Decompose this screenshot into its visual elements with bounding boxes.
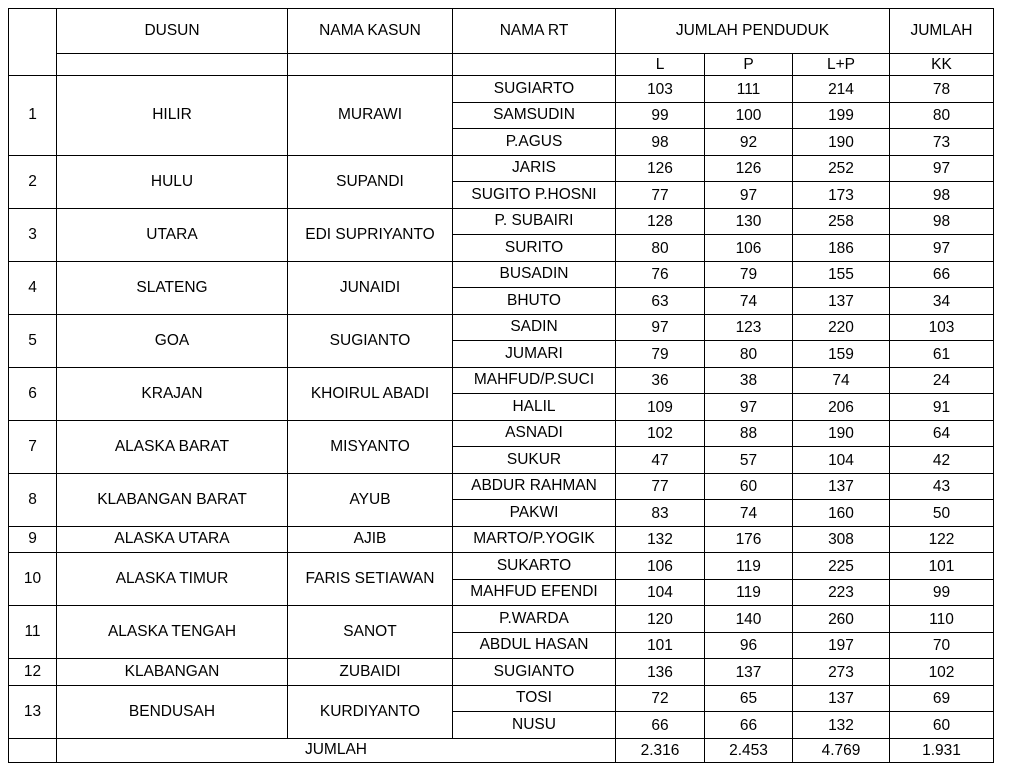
count-lp: 173 bbox=[793, 182, 890, 209]
count-lp: 137 bbox=[793, 288, 890, 315]
count-l: 47 bbox=[616, 447, 705, 474]
rt-name: SUKARTO bbox=[453, 553, 616, 580]
count-kk: 102 bbox=[890, 659, 994, 686]
row-number: 13 bbox=[9, 685, 57, 738]
rt-name: MAHFUD EFENDI bbox=[453, 579, 616, 606]
count-l: 136 bbox=[616, 659, 705, 686]
dusun-name: KLABANGAN BARAT bbox=[57, 473, 288, 526]
row-number: 1 bbox=[9, 76, 57, 156]
count-lp: 223 bbox=[793, 579, 890, 606]
rt-name: P.WARDA bbox=[453, 606, 616, 633]
count-l: 79 bbox=[616, 341, 705, 368]
row-number: 8 bbox=[9, 473, 57, 526]
header-jumlah: JUMLAH bbox=[890, 9, 994, 54]
count-kk: 122 bbox=[890, 526, 994, 553]
count-p: 66 bbox=[705, 712, 793, 739]
dusun-name: BENDUSAH bbox=[57, 685, 288, 738]
count-lp: 186 bbox=[793, 235, 890, 262]
kasun-name: AJIB bbox=[288, 526, 453, 553]
count-lp: 225 bbox=[793, 553, 890, 580]
table-row bbox=[9, 685, 994, 712]
count-p: 130 bbox=[705, 208, 793, 235]
row-number: 3 bbox=[9, 208, 57, 261]
kasun-name: EDI SUPRIYANTO bbox=[288, 208, 453, 261]
count-l: 66 bbox=[616, 712, 705, 739]
count-l: 36 bbox=[616, 367, 705, 394]
footer-blank bbox=[9, 738, 57, 762]
rt-name: NUSU bbox=[453, 712, 616, 739]
rt-name: SUKUR bbox=[453, 447, 616, 474]
rt-name: MAHFUD/P.SUCI bbox=[453, 367, 616, 394]
row-number: 10 bbox=[9, 553, 57, 606]
count-kk: 64 bbox=[890, 420, 994, 447]
table-row bbox=[9, 314, 994, 341]
count-l: 120 bbox=[616, 606, 705, 633]
count-p: 176 bbox=[705, 526, 793, 553]
count-l: 98 bbox=[616, 129, 705, 156]
count-kk: 110 bbox=[890, 606, 994, 633]
row-number: 6 bbox=[9, 367, 57, 420]
row-number: 7 bbox=[9, 420, 57, 473]
count-p: 96 bbox=[705, 632, 793, 659]
count-kk: 69 bbox=[890, 685, 994, 712]
count-kk: 24 bbox=[890, 367, 994, 394]
count-p: 79 bbox=[705, 261, 793, 288]
count-p: 74 bbox=[705, 500, 793, 527]
count-kk: 78 bbox=[890, 76, 994, 103]
rt-name: BUSADIN bbox=[453, 261, 616, 288]
count-p: 57 bbox=[705, 447, 793, 474]
count-kk: 98 bbox=[890, 208, 994, 235]
count-kk: 97 bbox=[890, 155, 994, 182]
header-p: P bbox=[705, 54, 793, 76]
header-rt: NAMA RT bbox=[453, 9, 616, 54]
count-lp: 74 bbox=[793, 367, 890, 394]
count-lp: 137 bbox=[793, 473, 890, 500]
header-rt-blank bbox=[453, 54, 616, 76]
count-p: 137 bbox=[705, 659, 793, 686]
total-lp: 4.769 bbox=[793, 738, 890, 762]
count-kk: 34 bbox=[890, 288, 994, 315]
count-kk: 101 bbox=[890, 553, 994, 580]
count-kk: 43 bbox=[890, 473, 994, 500]
table-row bbox=[9, 473, 994, 500]
count-lp: 214 bbox=[793, 76, 890, 103]
rt-name: ABDUL HASAN bbox=[453, 632, 616, 659]
header-lp: L+P bbox=[793, 54, 890, 76]
table-row bbox=[9, 526, 994, 553]
kasun-name: KHOIRUL ABADI bbox=[288, 367, 453, 420]
count-l: 77 bbox=[616, 473, 705, 500]
count-l: 97 bbox=[616, 314, 705, 341]
table-row bbox=[9, 208, 994, 235]
count-kk: 70 bbox=[890, 632, 994, 659]
table-row bbox=[9, 367, 994, 394]
dusun-name: ALASKA BARAT bbox=[57, 420, 288, 473]
kasun-name: SUGIANTO bbox=[288, 314, 453, 367]
table-row bbox=[9, 155, 994, 182]
count-l: 102 bbox=[616, 420, 705, 447]
count-lp: 258 bbox=[793, 208, 890, 235]
dusun-name: ALASKA UTARA bbox=[57, 526, 288, 553]
rt-name: HALIL bbox=[453, 394, 616, 421]
row-number: 11 bbox=[9, 606, 57, 659]
row-number: 5 bbox=[9, 314, 57, 367]
table-row bbox=[9, 261, 994, 288]
kasun-name: SANOT bbox=[288, 606, 453, 659]
count-lp: 197 bbox=[793, 632, 890, 659]
count-l: 77 bbox=[616, 182, 705, 209]
kasun-name: KURDIYANTO bbox=[288, 685, 453, 738]
header-no bbox=[9, 9, 57, 76]
count-p: 80 bbox=[705, 341, 793, 368]
count-l: 83 bbox=[616, 500, 705, 527]
total-p: 2.453 bbox=[705, 738, 793, 762]
footer-row bbox=[9, 738, 994, 762]
header-dusun: DUSUN bbox=[57, 9, 288, 54]
count-kk: 103 bbox=[890, 314, 994, 341]
rt-name: SUGIANTO bbox=[453, 659, 616, 686]
dusun-name: KLABANGAN bbox=[57, 659, 288, 686]
count-l: 99 bbox=[616, 102, 705, 129]
count-lp: 308 bbox=[793, 526, 890, 553]
count-p: 97 bbox=[705, 182, 793, 209]
kasun-name: AYUB bbox=[288, 473, 453, 526]
rt-name: JARIS bbox=[453, 155, 616, 182]
count-lp: 206 bbox=[793, 394, 890, 421]
dusun-name: HILIR bbox=[57, 76, 288, 156]
kasun-name: MURAWI bbox=[288, 76, 453, 156]
count-l: 126 bbox=[616, 155, 705, 182]
count-kk: 97 bbox=[890, 235, 994, 262]
count-p: 140 bbox=[705, 606, 793, 633]
count-kk: 80 bbox=[890, 102, 994, 129]
header-kasun: NAMA KASUN bbox=[288, 9, 453, 54]
count-kk: 60 bbox=[890, 712, 994, 739]
rt-name: MARTO/P.YOGIK bbox=[453, 526, 616, 553]
total-kk: 1.931 bbox=[890, 738, 994, 762]
count-l: 132 bbox=[616, 526, 705, 553]
total-l: 2.316 bbox=[616, 738, 705, 762]
rt-name: JUMARI bbox=[453, 341, 616, 368]
count-lp: 190 bbox=[793, 420, 890, 447]
count-p: 111 bbox=[705, 76, 793, 103]
rt-name: SURITO bbox=[453, 235, 616, 262]
header-kk: KK bbox=[890, 54, 994, 76]
footer-label: JUMLAH bbox=[57, 738, 616, 762]
count-lp: 160 bbox=[793, 500, 890, 527]
count-kk: 66 bbox=[890, 261, 994, 288]
count-lp: 132 bbox=[793, 712, 890, 739]
count-lp: 199 bbox=[793, 102, 890, 129]
count-p: 119 bbox=[705, 579, 793, 606]
count-p: 119 bbox=[705, 553, 793, 580]
count-l: 63 bbox=[616, 288, 705, 315]
count-p: 92 bbox=[705, 129, 793, 156]
count-p: 65 bbox=[705, 685, 793, 712]
rt-name: SUGIARTO bbox=[453, 76, 616, 103]
count-lp: 260 bbox=[793, 606, 890, 633]
count-l: 80 bbox=[616, 235, 705, 262]
count-l: 109 bbox=[616, 394, 705, 421]
dusun-name: SLATENG bbox=[57, 261, 288, 314]
rt-name: BHUTO bbox=[453, 288, 616, 315]
count-l: 101 bbox=[616, 632, 705, 659]
dusun-name: GOA bbox=[57, 314, 288, 367]
table-row bbox=[9, 553, 994, 580]
count-lp: 273 bbox=[793, 659, 890, 686]
population-table bbox=[8, 8, 994, 763]
count-p: 88 bbox=[705, 420, 793, 447]
kasun-name: FARIS SETIAWAN bbox=[288, 553, 453, 606]
count-lp: 159 bbox=[793, 341, 890, 368]
count-lp: 155 bbox=[793, 261, 890, 288]
count-l: 103 bbox=[616, 76, 705, 103]
table-row bbox=[9, 76, 994, 103]
row-number: 9 bbox=[9, 526, 57, 553]
count-lp: 190 bbox=[793, 129, 890, 156]
count-p: 38 bbox=[705, 367, 793, 394]
count-kk: 98 bbox=[890, 182, 994, 209]
header-dusun-blank bbox=[57, 54, 288, 76]
table-row bbox=[9, 659, 994, 686]
dusun-name: ALASKA TENGAH bbox=[57, 606, 288, 659]
rt-name: ASNADI bbox=[453, 420, 616, 447]
count-p: 60 bbox=[705, 473, 793, 500]
count-kk: 91 bbox=[890, 394, 994, 421]
header-l: L bbox=[616, 54, 705, 76]
header-row-top bbox=[9, 9, 994, 54]
table-row bbox=[9, 606, 994, 633]
header-jumlah-penduduk: JUMLAH PENDUDUK bbox=[616, 9, 890, 54]
count-p: 123 bbox=[705, 314, 793, 341]
header-row-sub bbox=[9, 54, 994, 76]
rt-name: SADIN bbox=[453, 314, 616, 341]
count-p: 97 bbox=[705, 394, 793, 421]
table-body bbox=[9, 9, 994, 763]
rt-name: ABDUR RAHMAN bbox=[453, 473, 616, 500]
count-l: 128 bbox=[616, 208, 705, 235]
count-lp: 252 bbox=[793, 155, 890, 182]
row-number: 12 bbox=[9, 659, 57, 686]
dusun-name: HULU bbox=[57, 155, 288, 208]
count-l: 76 bbox=[616, 261, 705, 288]
count-l: 72 bbox=[616, 685, 705, 712]
count-kk: 99 bbox=[890, 579, 994, 606]
header-kasun-blank bbox=[288, 54, 453, 76]
dusun-name: ALASKA TIMUR bbox=[57, 553, 288, 606]
rt-name: P. SUBAIRI bbox=[453, 208, 616, 235]
count-p: 106 bbox=[705, 235, 793, 262]
rt-name: P.AGUS bbox=[453, 129, 616, 156]
count-lp: 220 bbox=[793, 314, 890, 341]
rt-name: PAKWI bbox=[453, 500, 616, 527]
kasun-name: JUNAIDI bbox=[288, 261, 453, 314]
rt-name: SUGITO P.HOSNI bbox=[453, 182, 616, 209]
dusun-name: KRAJAN bbox=[57, 367, 288, 420]
kasun-name: ZUBAIDI bbox=[288, 659, 453, 686]
rt-name: TOSI bbox=[453, 685, 616, 712]
count-p: 100 bbox=[705, 102, 793, 129]
count-kk: 42 bbox=[890, 447, 994, 474]
kasun-name: SUPANDI bbox=[288, 155, 453, 208]
count-kk: 50 bbox=[890, 500, 994, 527]
count-p: 126 bbox=[705, 155, 793, 182]
count-kk: 61 bbox=[890, 341, 994, 368]
count-l: 104 bbox=[616, 579, 705, 606]
count-lp: 104 bbox=[793, 447, 890, 474]
count-kk: 73 bbox=[890, 129, 994, 156]
row-number: 2 bbox=[9, 155, 57, 208]
dusun-name: UTARA bbox=[57, 208, 288, 261]
kasun-name: MISYANTO bbox=[288, 420, 453, 473]
count-lp: 137 bbox=[793, 685, 890, 712]
count-p: 74 bbox=[705, 288, 793, 315]
count-l: 106 bbox=[616, 553, 705, 580]
row-number: 4 bbox=[9, 261, 57, 314]
rt-name: SAMSUDIN bbox=[453, 102, 616, 129]
table-row bbox=[9, 420, 994, 447]
